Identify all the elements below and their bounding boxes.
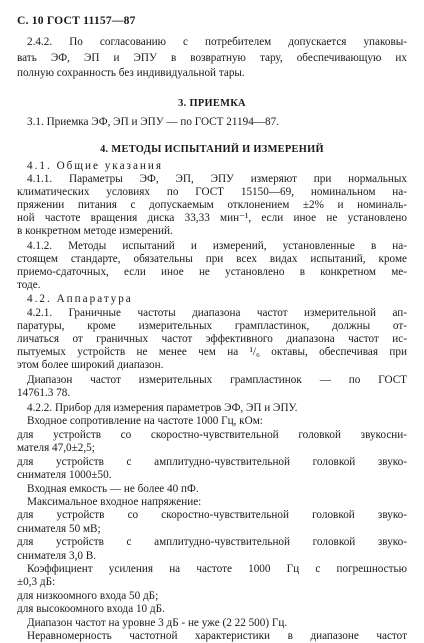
text-line: Максимальное входное напряжение: xyxy=(27,495,202,508)
text-line: в конкретном методе измерений. xyxy=(17,225,173,237)
text-line: ±0,3 дБ: xyxy=(17,576,56,589)
text-line: для устройств с амплитудно-чувствительной головкой звуко- xyxy=(17,455,407,468)
text-line: снимателя 50 мВ; xyxy=(17,522,101,535)
text-line: паратуры, кроме измерительных грампластинок, должны от- xyxy=(17,320,407,332)
page-header: С. 10 ГОСТ 11157—87 xyxy=(17,14,136,27)
text-line: Неравномерность частотной характеристики в диапазоне частот xyxy=(27,630,407,642)
text-line: пытуемых устройств не менее чем на ¹/₆ октавы, обеспечивая при xyxy=(17,346,407,358)
text-line: 4.1.1. Параметры ЭФ, ЭП, ЭПУ измеряют при нормальных xyxy=(27,173,407,185)
text-line: для высокоомного входа 10 дБ. xyxy=(17,603,165,616)
text-line: личаться от граничных частот эффективного диапазона частот ис- xyxy=(17,333,407,345)
text-line: этом более широкий диапазон. xyxy=(17,359,164,371)
text-line: климатических условиях по ГОСТ 15150—69, номинальном на- xyxy=(17,186,407,198)
text-line: Диапазон частот на уровне 3 дБ - не уже (2 22 500) Гц. xyxy=(27,616,288,629)
text-line: пряжении питания с допускаемым отклонением ±2% и номиналь- xyxy=(17,199,407,211)
text-line: для низкоомного входа 50 дБ; xyxy=(17,589,159,602)
text-line: Диапазон частот измерительных грампластинок — по ГОСТ xyxy=(27,374,407,386)
text-line: Входная емкость — не более 40 пФ. xyxy=(27,482,199,495)
text-line: Коэффициент усиления на частоте 1000 Гц с погрешностью xyxy=(27,562,407,575)
text-line: для устройств с амплитудно-чувствительной головкой звуко- xyxy=(17,536,407,549)
text-line: ной частоте вращения диска 33,33 мин⁻¹, если иное не установлено xyxy=(17,212,407,224)
text-line: 2.4.2. По согласованию с потребителем допускается упаковы- xyxy=(27,36,407,48)
text-line: Входное сопротивление на частоте 1000 Гц, кОм: xyxy=(27,415,263,428)
text-line: полную сохранность без индивидуальной тары. xyxy=(17,67,245,79)
section-heading: 3. ПРИЕМКА xyxy=(178,98,246,109)
text-line: стоящем стандарте, обязательны при всех видах испытаний, кроме xyxy=(17,253,407,265)
text-line: мателя 47,0±2,5; xyxy=(17,442,95,455)
text-line: снимателя 1000±50. xyxy=(17,469,112,482)
text-line: 14761.3 78. xyxy=(17,387,71,399)
text-line: для устройств со скоростно-чувствительной головкой звуко- xyxy=(17,509,407,522)
text-line: вать ЭФ, ЭП и ЭПУ в возвратную тару, обеспечивающую их xyxy=(17,52,407,64)
subsection-heading: 4.2. Аппаратура xyxy=(27,293,133,305)
section-heading: 4. МЕТОДЫ ИСПЫТАНИЙ И ИЗМЕРЕНИЙ xyxy=(100,144,324,155)
text-line: для устройств со скоростно-чувствительной головкой звукосни- xyxy=(17,428,407,441)
text-line: 4.2.1. Граничные частоты диапазона частот измерительной ап- xyxy=(27,307,407,319)
text-line: 4.1.2. Методы испытаний и измерений, установленные в на- xyxy=(27,240,407,252)
text-line: тоде. xyxy=(17,279,41,291)
text-line: приемо-сдаточных, если иное не установлено в конкретном ме- xyxy=(17,266,407,278)
text-line: 3.1. Приемка ЭФ, ЭП и ЭПУ — по ГОСТ 21194—87. xyxy=(27,116,279,128)
text-line: 4.2.2. Прибор для измерения параметров ЭФ, ЭП и ЭПУ. xyxy=(27,402,298,414)
text-line: снимателя 3,0 В. xyxy=(17,549,97,562)
subsection-heading: 4.1. Общие указания xyxy=(27,160,164,172)
